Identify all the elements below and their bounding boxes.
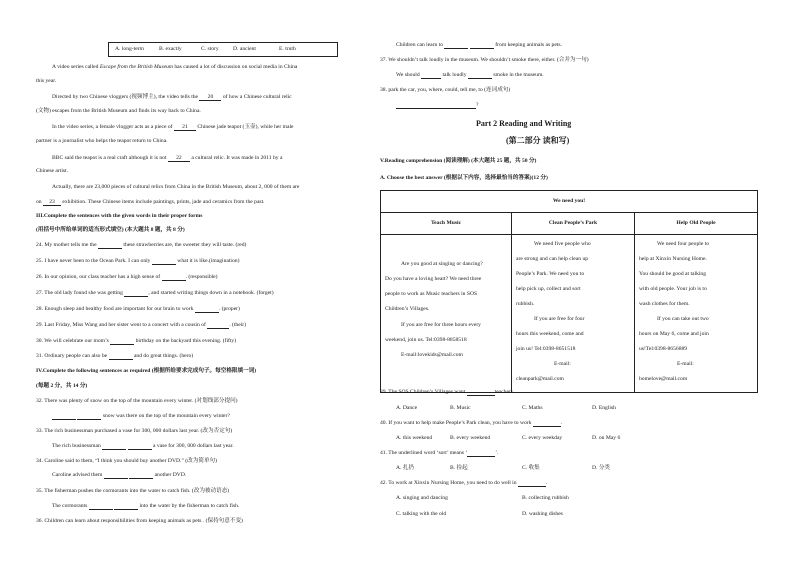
answer-blank[interactable]	[467, 389, 495, 396]
answer-blank[interactable]	[396, 102, 476, 109]
ad-text-line: E-mail:lovekids@mail.com	[401, 352, 463, 358]
ad-text-line: Are you good at singing or dancing?	[401, 261, 483, 267]
ad-text-line: are strong and can help clean up	[516, 256, 589, 262]
ad-text-line: If you are free for four	[534, 316, 585, 322]
section-iv-heading: IV.Complete the following sentences as required (根据所给要求完成句子。每空格限填一词)	[36, 368, 257, 374]
passage-line: BBC said the teapot is a real craft although it is not 22 a cultural relic. It was made in 2011 by a	[52, 155, 283, 161]
left-column	[36, 0, 370, 562]
ad-text-line: with old people. Your job is to	[639, 286, 707, 292]
answer-blank[interactable]	[102, 443, 126, 450]
ad-text-line: rubbish.	[516, 301, 535, 307]
q42-option-d[interactable]: D. washing dishes	[522, 511, 563, 517]
ad-text-line: wash clothes for them.	[639, 301, 690, 307]
part2-title: Part 2 Reading and Writing	[476, 119, 572, 128]
q40-option-c[interactable]: C. every weekday	[522, 435, 563, 441]
answer-blank[interactable]	[52, 413, 76, 420]
answer-blank[interactable]	[109, 353, 133, 360]
q39-option-b[interactable]: B. Music	[450, 405, 471, 411]
q41-option-d[interactable]: D. 分类	[592, 465, 611, 471]
ad-cell-help-old	[635, 235, 758, 393]
answer-line-32: snow was there on the top of the mountain every winter?	[52, 413, 230, 420]
passage-line: In the video series, a female vlogger acts as a piece of 21 Chinese jade teapot (玉壶), while her male	[52, 124, 294, 130]
ad-text-line: If you can take out two	[657, 316, 709, 322]
question-35: 35. The fisherman pushes the cormorants into the water to catch fish. (改为被动语态)	[36, 488, 230, 494]
word-options-box	[108, 42, 338, 57]
q41-option-a[interactable]: A. 扎扔	[396, 465, 415, 471]
answer-blank[interactable]	[128, 443, 152, 450]
ad-text-line: Children’s Villages.	[385, 306, 430, 312]
answer-blank[interactable]	[124, 290, 148, 297]
answer-blank[interactable]	[152, 258, 176, 265]
blank-22[interactable]: 22	[168, 155, 190, 162]
blank-20[interactable]: 20	[199, 94, 221, 101]
blank-21[interactable]: 21	[174, 124, 196, 131]
question-42: 42. To work at Xinxin Nursing Home, you need to do well in .	[380, 480, 548, 486]
ad-text-line: hours on May 6, come and join	[639, 331, 709, 337]
ad-text-line: We need five people who	[534, 241, 591, 247]
answer-blank[interactable]	[129, 472, 153, 479]
passage-line: on 23 exhibition. These Chinese items include paintings, prints, jade and ceramics from the past.	[36, 199, 265, 205]
passage-line: (文物) escapes from the British Museum and finds its way back to China.	[36, 108, 201, 114]
ad-text-line: help at Xinxin Nursing Home.	[639, 256, 707, 262]
question-32: 32. There was plenty of snow on the top of the mountain every winter. (对划线部分提问)	[36, 398, 238, 404]
ad-text-line: weekend, join us. Tel:0398-8858518	[385, 337, 467, 343]
q40-option-a[interactable]: A. this weekend	[396, 435, 433, 441]
answer-blank[interactable]	[207, 322, 229, 329]
section-a-heading: A. Choose the best answer (根据以下内容，选择最恰当的答案)(12 分)	[380, 175, 548, 181]
answer-line-34: Caroline advised them another DVD.	[52, 472, 187, 478]
answer-blank[interactable]	[195, 306, 219, 313]
q42-option-c[interactable]: C. talking with the old	[396, 511, 447, 517]
q39-option-a[interactable]: A. Dance	[396, 405, 418, 411]
answer-blank[interactable]	[533, 420, 561, 427]
question-33: 33. The rich businessman purchased a vase for 300, 000 dollars last year. (改为否定句)	[36, 428, 233, 434]
section-iv-sub: (每题 2 分，共 14 分)	[36, 383, 88, 389]
passage-line: partner is a journalist who helps the teapot return to China.	[36, 138, 168, 144]
q40-option-d[interactable]: D. on May 6	[592, 435, 621, 441]
question-39: 39. The SOS Children’s Villages want teachers.	[380, 389, 515, 395]
ad-header-clean-park: Clean People’s Park	[512, 213, 635, 235]
question-28: 28. Enough sleep and healthy food are important for our brain to work . (proper)	[36, 306, 240, 312]
ad-title: We need you!	[381, 191, 758, 213]
ad-text-line: join us! Tel:0398-8651518	[516, 346, 576, 352]
option-e: E. truth	[279, 46, 296, 52]
passage-line: Actually, there are 23,000 pieces of cultural relics from China in the British Museum, about 2, 000 of them are	[52, 184, 300, 190]
question-29: 29. Last Friday, Miss Wang and her sister went to a concert with a cousin of . (their)	[36, 322, 246, 328]
section-iii-sub: (用括号中所给单词的适当形式填空) (本大题共 8 题，共 8 分)	[36, 227, 185, 233]
question-40: 40. If you want to help make People’s Park clean, you have to work .	[380, 420, 563, 426]
question-41: 41. The underlined word ‘sort’ means ‘ ’.	[380, 450, 499, 456]
ad-text-line: If you are free for three hours every	[401, 322, 481, 328]
ad-text-line: us!Tel:0398-8656889	[639, 346, 688, 352]
ad-text-line: Do you have a loving heart? We need three	[385, 276, 482, 282]
question-26: 26. In our opinion, our class teacher has a high sense of . (responsible)	[36, 274, 218, 280]
ad-text-line: E-mail:	[677, 361, 694, 367]
answer-blank[interactable]	[444, 42, 468, 49]
passage-line: Chinese artist.	[36, 168, 69, 174]
question-30: 30. We will celebrate our mom’s birthday on the backyard this evening. (fifty)	[36, 338, 237, 344]
answer-blank[interactable]	[467, 450, 495, 457]
answer-blank[interactable]	[77, 413, 101, 420]
answer-line-38: ?	[396, 102, 478, 109]
ad-cell-clean-park	[512, 235, 635, 393]
q42-option-b[interactable]: B. collecting rubbish	[522, 495, 569, 501]
answer-blank[interactable]	[518, 480, 546, 487]
answer-blank[interactable]	[470, 42, 494, 49]
right-column	[380, 0, 760, 562]
answer-blank[interactable]	[468, 72, 492, 79]
q39-option-c[interactable]: C. Maths	[522, 405, 543, 411]
q39-option-d[interactable]: D. English	[592, 405, 616, 411]
question-25: 25. I have never been to the Ocean Park. I can only what it is like.(imagination)	[36, 258, 240, 264]
answer-blank[interactable]	[89, 503, 113, 510]
ad-text-line: You should be good at talking	[639, 271, 707, 277]
option-a: A. long-term	[115, 46, 144, 52]
passage-line: this year.	[36, 78, 57, 84]
ad-text-line: cleanpark@mail.com	[516, 376, 564, 382]
answer-blank[interactable]	[421, 72, 441, 79]
answer-line-35: The cormorants into the water by the fisherman to catch fish.	[52, 503, 240, 509]
answer-line-37: We should talk loudly smoke in the museum.	[396, 72, 544, 78]
ad-text-line: people to work as Music teachers in SOS	[385, 291, 478, 297]
ad-cell-teach-music	[381, 235, 512, 393]
question-36: 36. Children can learn about responsibilities from keeping animals as pets . (保持句意不变)	[36, 518, 243, 524]
q42-option-a[interactable]: A. singing and dancing	[396, 495, 448, 501]
blank-23[interactable]: 23	[43, 199, 61, 206]
ad-text-line: homelove@mail.com	[639, 376, 688, 382]
ad-text-line: help pick up, collect and sort	[516, 286, 581, 292]
ad-text-line: E-mail:	[554, 361, 571, 367]
answer-blank[interactable]	[162, 274, 186, 281]
answer-line-36: Children can learn to from keeping animals as pets.	[396, 42, 562, 48]
question-27: 27. The old lady found she was getting , and started writing things down in a notebook. (forget)	[36, 290, 274, 296]
ad-header-help-old: Help Old People	[635, 213, 758, 235]
question-34: 34. Caroline said to them, “I think you should buy another DVD.” (改为简单句)	[36, 458, 217, 464]
ad-text-line: hours this weekend, come and	[516, 331, 584, 337]
option-c: C. story	[201, 46, 219, 52]
section-iii-heading: III.Complete the sentences with the given words in their proper forms	[36, 213, 203, 219]
question-24: 24. My mother tells me the these strawberries are, the sweeter they will taste. (red)	[36, 242, 247, 248]
ad-header-teach-music: Teach Music	[381, 213, 512, 235]
passage-line: A video series called Escape from the British Museum has caused a lot of discussion on social media in China	[52, 64, 298, 70]
part2-subtitle: (第二部分 读和写)	[506, 136, 570, 145]
answer-line-33: The rich businessman a vase for 300, 000 dollars last year.	[52, 443, 234, 449]
ad-text-line: We need four people to	[657, 241, 710, 247]
ad-text-line: People’s Park. We need you to	[516, 271, 585, 277]
option-d: D. ancient	[233, 46, 256, 52]
question-38: 38. park the car, you, where, could, tell me, to (连词成句)	[380, 87, 511, 93]
question-37: 37. We shouldn’t talk loudly in the museum. We shouldn’t smoke there, either. (合并为一句)	[380, 57, 589, 63]
answer-blank[interactable]	[98, 242, 122, 249]
q41-option-b[interactable]: B. 捡起	[450, 465, 468, 471]
q41-option-c[interactable]: C. 收集	[522, 465, 540, 471]
answer-blank[interactable]	[114, 503, 138, 510]
section-v-heading: V.Reading comprehension (阅读理解) (本大题共 25 题，共 50 分)	[380, 158, 537, 164]
answer-blank[interactable]	[110, 338, 134, 345]
question-31: 31. Ordinary people can also be and do great things. (hero)	[36, 353, 194, 359]
passage-line: Directed by two Chinese vloggers (视频博主), the video tells the 20 of how a Chinese cultural relic	[52, 94, 292, 100]
answer-blank[interactable]	[104, 472, 128, 479]
volunteer-ad-table	[380, 190, 758, 393]
q40-option-b[interactable]: B. every weekend	[450, 435, 491, 441]
option-b: B. exactly	[159, 46, 182, 52]
